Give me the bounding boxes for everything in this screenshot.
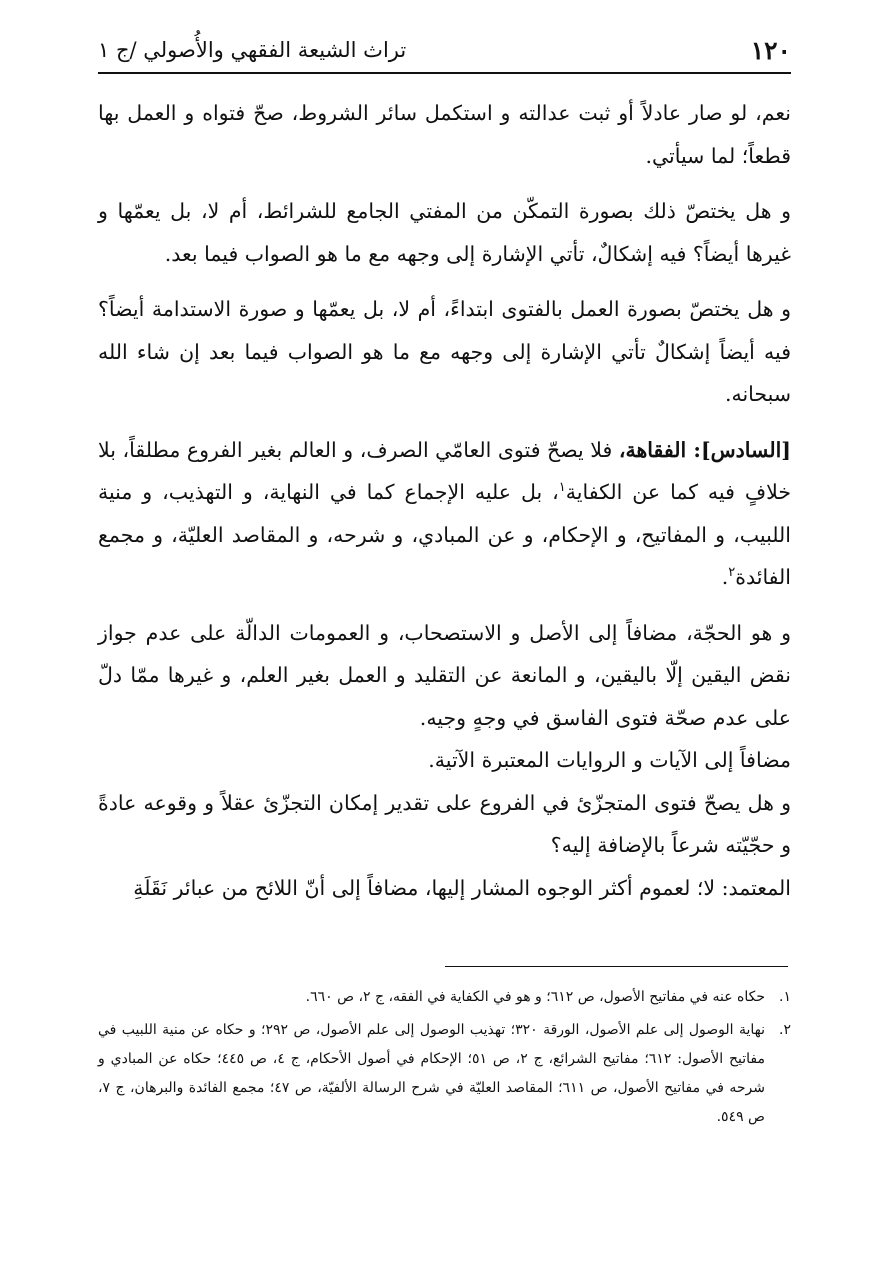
paragraph-1: نعم، لو صار عادلاً أو ثبت عدالته و استكمل سائر الشروط، صحّ فتواه و العمل بها قطعاً؛ لما سيأتي.: [98, 101, 791, 168]
paragraph-8: المعتمد: لا؛ لعموم أكثر الوجوه المشار إليها، مضافاً إلى أنّ اللائح من عبائر نَقَلَةِ: [133, 875, 791, 900]
footnote-marker-1[interactable]: ١: [558, 480, 566, 496]
footnote-text: حكاه عنه في مفاتيح الأصول، ص ٦١٢؛ و هو في الكفاية في الفقه، ج ٢، ص ٦٦٠.: [305, 989, 765, 1005]
page-number: ١٢٠: [750, 35, 791, 65]
footnotes: [98, 983, 791, 1136]
paragraph-6: مضافاً إلى الآيات و الروايات المعتبرة الآتية.: [428, 748, 791, 772]
paragraph-7: و هل يصحّ فتوى المتجزّئ في الفروع على تقدير إمكان التجزّئ عقلاً و وقوعه عادةً و حجّيّته شرعاً بالإضافة إليه؟: [98, 790, 791, 857]
paragraph-4-text-a: فلا يصحّ فتوى العامّي الصرف، و العالم بغير الفروع مطلقاً، بلا خلافٍ فيه كما عن الكفاية: [98, 437, 792, 504]
footnote-number: ١.: [779, 989, 791, 1005]
footnote-2: [98, 1016, 791, 1132]
paragraph-4: [98, 429, 791, 599]
footnote-separator: [445, 966, 788, 967]
footnote-text: نهاية الوصول إلى علم الأصول، الورقة ٣٢٠؛ تهذيب الوصول إلى علم الأصول، ص ٢٩٢؛ و حكاه عن منية اللبيب في مفاتيح الأصول: ٦١٢؛ مفاتيح الشرائع، ج ٢، ص ٥١؛ الإحكام في أصول الأحكام، ج ٤، ص ٤٤٥؛ حكاه عن المبادي و شرحه في مفاتيح الأصول، ص ٦١١؛ المقاصد العليّة في شرح الرسالة الألفيّة، ص ٤٧؛ مجمع الفائدة والبرهان، ج ٧، ص ٥٤٩.: [98, 1022, 766, 1125]
footnote-1: [98, 983, 791, 1012]
main-text: [98, 92, 791, 909]
paragraph-3: و هل يختصّ بصورة العمل بالفتوى ابتداءً، أم لا، بل يعمّها و صورة الاستدامة أيضاً؟ فيه أيضاً إشكالٌ تأتي الإشارة إلى وجهه مع ما هو الصواب فيما بعد إن شاء الله سبحانه.: [98, 297, 791, 406]
paragraph-4-end: .: [721, 565, 729, 589]
paragraph-2: و هل يختصّ ذلك بصورة التمكّن من المفتي الجامع للشرائط، أم لا، بل يعمّها و غيرها أيضاً؟ فيه إشكالٌ، تأتي الإشارة إلى وجهه مع ما هو الصواب فيما بعد.: [98, 199, 791, 266]
running-title: تراث الشيعة الفقهي والأُصولي /ج ١: [98, 38, 407, 62]
footnote-marker-2[interactable]: ٢: [728, 565, 736, 581]
section-label: [السادس]: الفقاهة،: [618, 437, 791, 462]
paragraph-5: و هو الحجّة، مضافاً إلى الأصل و الاستصحاب، و العمومات الدالّة على عدم جواز نقض اليقين إلّا باليقين، و المانعة عن التقليد و العمل بغير العلم، و غيرها ممّا دلّ على عدم صحّة فتوى الفاسق في وجهٍ وجيه.: [98, 620, 791, 730]
footnote-number: ٢.: [779, 1022, 791, 1038]
page-header: [98, 28, 791, 74]
paragraph-4-text-b: ، بل عليه الإجماع كما في النهاية، و التهذيب، و منية اللبيب، و المفاتيح، و الإحكام، و عن المبادي، و شرحه، و المقاصد العليّة، و مجمع الفائدة: [98, 480, 791, 589]
